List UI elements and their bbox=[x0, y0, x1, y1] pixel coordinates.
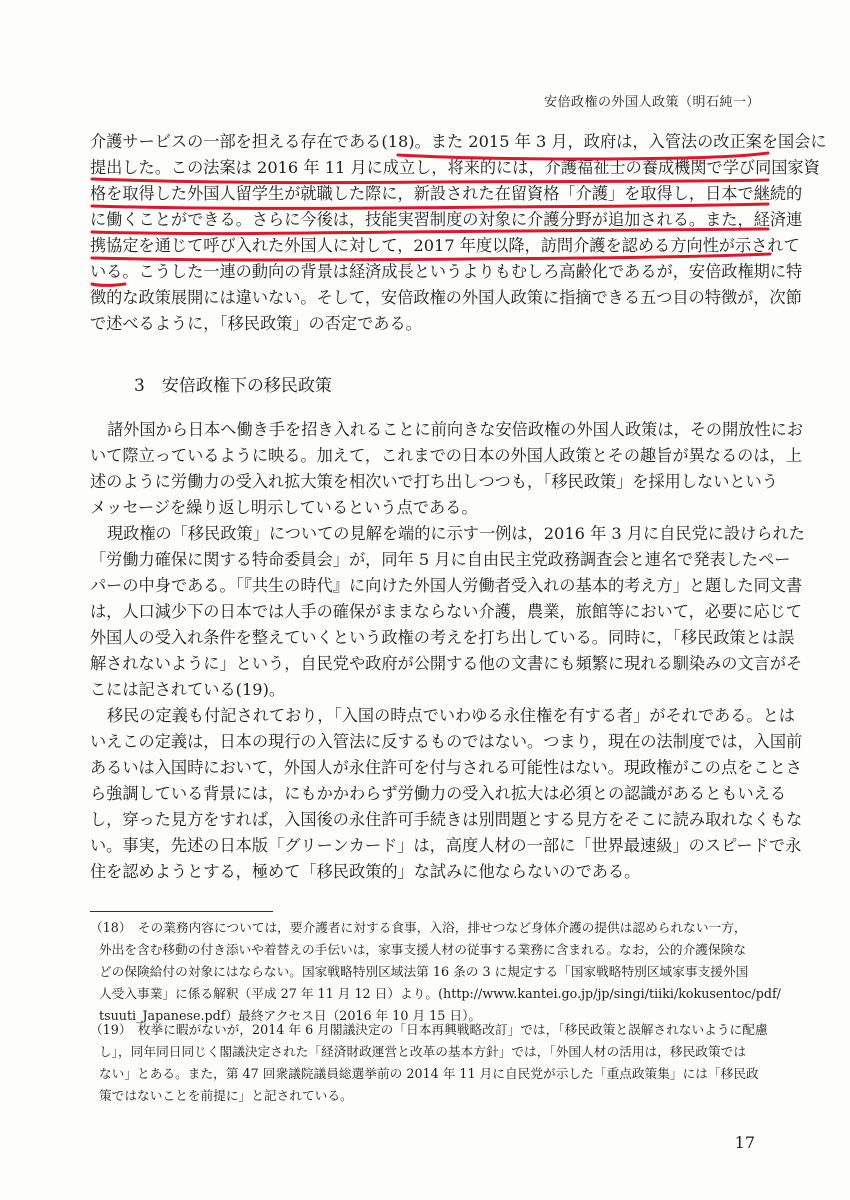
section-heading: 3 安倍政権下の移民政策 bbox=[134, 376, 332, 396]
footnote-line: （18） その業務内容については，要介護者に対する食事，入浴，排せつなど身体介護の提供は認められない一方， bbox=[90, 920, 747, 935]
footnote-line: （19） 枚挙に暇がないが，2014 年 6 月閣議決定の「日本再興戦略改訂」では，「移民政策と誤解されないように配慮 bbox=[90, 1022, 768, 1037]
text-line: 住を認めようとする，極めて「移民政策的」な試みに他ならないのである。 bbox=[90, 862, 641, 881]
text-line: 携協定を通じて呼び入れた外国人に対して，2017 年度以降，訪問介護を認める方向性が示されて bbox=[90, 236, 800, 255]
text-line: 現政権の「移民政策」についての見解を端的に示す一例は，2016 年 3 月に自民党に設けられた bbox=[107, 524, 805, 543]
text-line: いる。こうした一連の動向の背景は経済成長というよりもむしろ高齢化であるが，安倍政権期に特 bbox=[90, 262, 803, 281]
text-line: パーの中身である。「『共生の時代』に向けた外国人労働者受入れの基本的考え方」と題した同文書 bbox=[90, 576, 803, 595]
text-line: あるいは入国時において，外国人が永住許可を付与される可能性はない。現政権がこの点をことさ bbox=[90, 758, 802, 777]
text-line: で述べるように，「移民政策」の否定である。 bbox=[90, 314, 422, 333]
text-line: 介護サービスの一部を担える存在である(18)。また 2015 年 3 月，政府は，入管法の改正案を国会に bbox=[90, 132, 827, 151]
footnote-line: 策ではないことを前提に」と記されている。 bbox=[99, 1088, 353, 1103]
text-line: メッセージを繰り返し明示しているという点である。 bbox=[90, 498, 478, 517]
text-line: 外国人の受入れ条件を整えていくという政権の考えを打ち出している。同時に，「移民政策とは誤 bbox=[90, 628, 795, 647]
page-number: 17 bbox=[734, 1133, 755, 1152]
text-line: は，人口減少下の日本では人手の確保がままならない介護，農業，旅館等において，必要に応じて bbox=[90, 602, 802, 621]
text-line: 徴的な政策展開には違いない。そして，安倍政権の外国人政策に指摘できる五つ目の特徴が，次節 bbox=[90, 288, 802, 307]
text-line: 「労働力確保に関する特命委員会」が，同年 5 月に自由民主党政務調査会と連名で発表したペー bbox=[90, 550, 791, 569]
footnote-line: 外出を含む移動の付き添いや着替えの手伝いは，家事支援人材の従事する業務に含まれる。なお，公的介護保険な bbox=[99, 942, 747, 957]
footnote-line: ない」とある。また，第 47 回衆議院議員総選挙前の 2014 年 11 月に自民党が示した「重点政策集」には「移民政 bbox=[99, 1066, 759, 1081]
text-line: いて際立っているように映る。加えて，これまでの日本の外国人政策とその趣旨が異なるのは，上 bbox=[90, 446, 802, 465]
footnote-line: 人受入事業」に係る解釈（平成 27 年 11 月 12 日）より。(http://www.kantei.go.jp/jp/singi/tiiki/kokusentoc/pdf/ bbox=[99, 986, 781, 1001]
text-line: ら強調している背景には，にもかかわらず労働力の受入れ拡大は必須との認識があるともいえる bbox=[90, 784, 787, 803]
text-line: し，穿った見方をすれば，入国後の永住許可手続きは別問題とする見方をそこに読み取れなくもな bbox=[90, 810, 803, 829]
text-line: 提出した。この法案は 2016 年 11 月に成立し，将来的には，介護福祉士の養成機関で学び同国家資 bbox=[90, 158, 820, 177]
text-line: いえこの定義は，日本の現行の入管法に反するものではない。つまり，現在の法制度では，入国前 bbox=[90, 732, 803, 751]
text-line: 諸外国から日本へ働き手を招き入れることに前向きな安倍政権の外国人政策は，その開放性にお bbox=[107, 420, 804, 439]
footnote-line: どの保険給付の対象にはならない。国家戦略特別区域法第 16 条の 3 に規定する「国家戦略特別区域家事支援外国 bbox=[99, 964, 749, 979]
text-line: 格を取得した外国人留学生が就職した際に，新設された在留資格「介護」を取得し，日本で継続的 bbox=[90, 184, 803, 203]
text-line: こには記されている(19)。 bbox=[90, 680, 286, 699]
text-line: 述のように労働力の受入れ拡大策を相次いで打ち出しつつも，「移民政策」を採用しないという bbox=[90, 472, 778, 491]
footnote-line: tsuuti_Japanese.pdf）最終アクセス日（2016 年 10 月 15 日）。 bbox=[99, 1008, 482, 1023]
text-line: 解されないように」という，自民党や政府が公開する他の文書にも頻繁に現れる馴染みの文言がそ bbox=[90, 654, 803, 673]
text-line: 移民の定義も付記されており，「入国の時点でいわゆる永住権を有する者」がそれである。とは bbox=[107, 706, 795, 725]
footnote-line: し」，同年同日同じく閣議決定された「経済財政運営と改革の基本方針」では，「外国人材の活用は，移民政策では bbox=[99, 1044, 747, 1059]
text-line: に働くことができる。さらに今後は，技能実習制度の対象に介護分野が追加される。また，経済連 bbox=[90, 210, 803, 229]
running-header: 安倍政権の外国人政策（明石純一） bbox=[543, 95, 760, 110]
footnote-divider bbox=[90, 911, 273, 912]
text-line: い。事実，先述の日本版「グリーンカード」は，高度人材の一部に「世界最速級」のスピードで永 bbox=[90, 836, 802, 855]
